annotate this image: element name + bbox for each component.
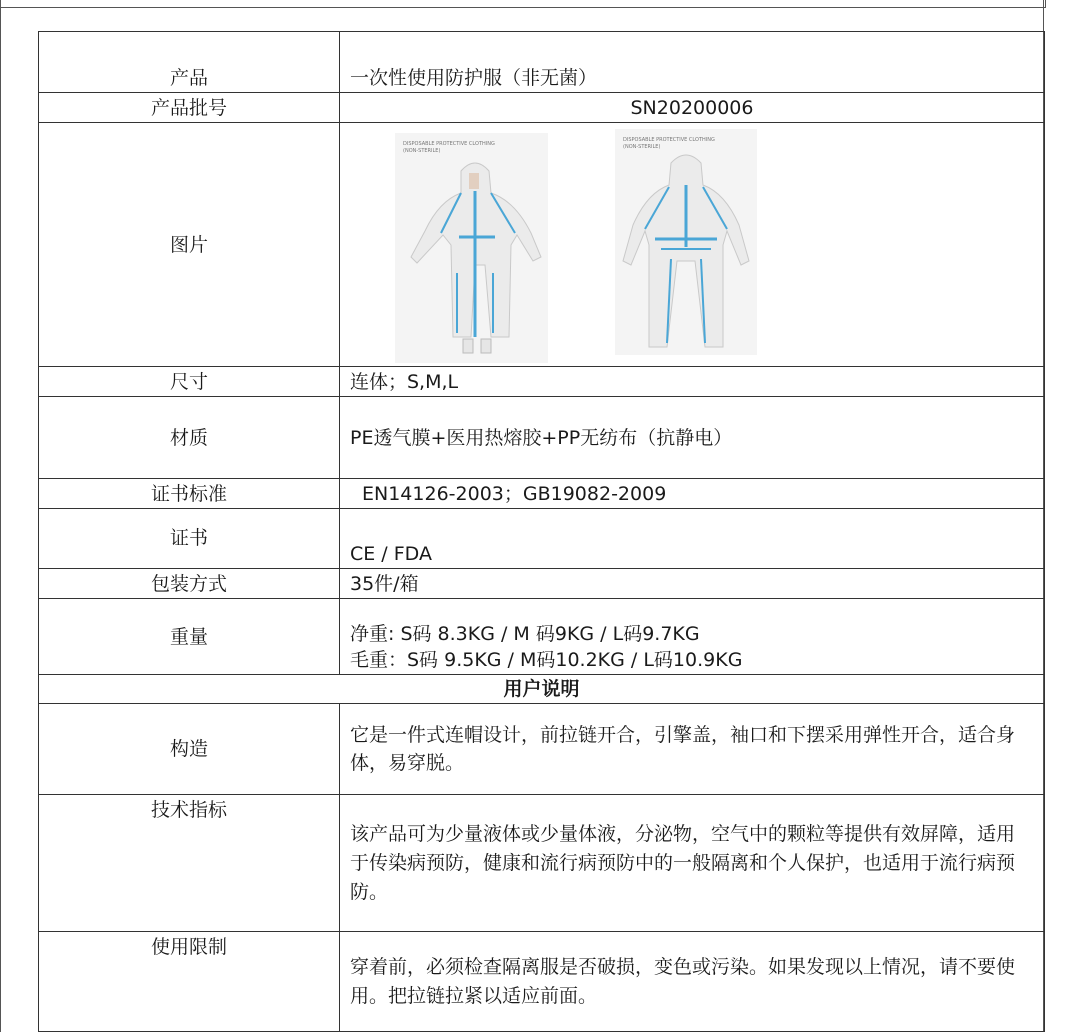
- label-product: 产品: [39, 32, 340, 93]
- label-weight: 重量: [39, 599, 340, 675]
- value-packing: 35件/箱: [340, 569, 1045, 599]
- value-standard: [340, 479, 1045, 509]
- row-technical: [39, 795, 1045, 932]
- row-batch: [39, 93, 1045, 123]
- label-technical: 技术指标: [39, 795, 340, 932]
- label-batch: 产品批号: [39, 93, 340, 123]
- row-size: [39, 367, 1045, 397]
- row-standard: [39, 479, 1045, 509]
- page-frame-left: [0, 0, 1, 1032]
- value-size: 连体；S,M,L: [340, 367, 1045, 397]
- label-construction: 构造: [39, 704, 340, 795]
- back-suit-photo: [615, 129, 757, 355]
- row-picture: [39, 123, 1045, 367]
- weight-gross: 毛重：S码 9.5KG / M码10.2KG / L码10.9KG: [350, 649, 743, 671]
- label-size: 尺寸: [39, 367, 340, 397]
- value-certificate: CE / FDA: [340, 509, 1045, 569]
- row-user-guide-header: [39, 675, 1045, 704]
- row-material: [39, 397, 1045, 479]
- row-weight: [39, 599, 1045, 675]
- label-usage: 使用限制: [39, 932, 340, 1032]
- user-guide-header: 用户说明: [39, 675, 1045, 704]
- value-technical: 该产品可为少量液体或少量体液，分泌物，空气中的颗粒等提供有效屏障，适用于传染病预防，健康和流行病预防中的一般隔离和个人保护，也适用于流行病预防。: [340, 795, 1045, 932]
- standard-text: EN14126-2003；GB19082-2009: [362, 482, 667, 505]
- weight-net: 净重: S码 8.3KG / M 码9KG / L码9.7KG: [350, 623, 700, 645]
- value-usage: 穿着前，必须检查隔离服是否破损，变色或污染。如果发现以上情况，请不要使用。把拉链拉紧以适应前面。: [340, 932, 1045, 1032]
- label-material: 材质: [39, 397, 340, 479]
- label-packing: 包装方式: [39, 569, 340, 599]
- front-photo-caption: DISPOSABLE PROTECTIVE CLOTHING (NON-STERILE): [403, 141, 495, 154]
- page-frame-top: [0, 0, 1046, 8]
- value-batch: SN20200006: [340, 93, 1045, 123]
- front-suit-photo: [395, 133, 548, 363]
- value-weight: [340, 599, 1045, 675]
- label-standard: 证书标准: [39, 479, 340, 509]
- value-product: 一次性使用防护服（非无菌）: [340, 32, 1045, 93]
- row-usage: [39, 932, 1045, 1032]
- row-packing: [39, 569, 1045, 599]
- label-certificate: 证书: [39, 509, 340, 569]
- value-construction: 它是一件式连帽设计，前拉链开合，引擎盖，袖口和下摆采用弹性开合，适合身体，易穿脱。: [340, 704, 1045, 795]
- row-product: [39, 32, 1045, 93]
- label-picture: 图片: [39, 123, 340, 367]
- row-construction: [39, 704, 1045, 795]
- value-material: PE透气膜+医用热熔胶+PP无纺布（抗静电）: [340, 397, 1045, 479]
- back-photo-caption: DISPOSABLE PROTECTIVE CLOTHING (NON-STERILE): [623, 137, 715, 150]
- row-certificate: [39, 509, 1045, 569]
- picture-cell: [340, 123, 1045, 367]
- product-spec-table: [38, 31, 1045, 1032]
